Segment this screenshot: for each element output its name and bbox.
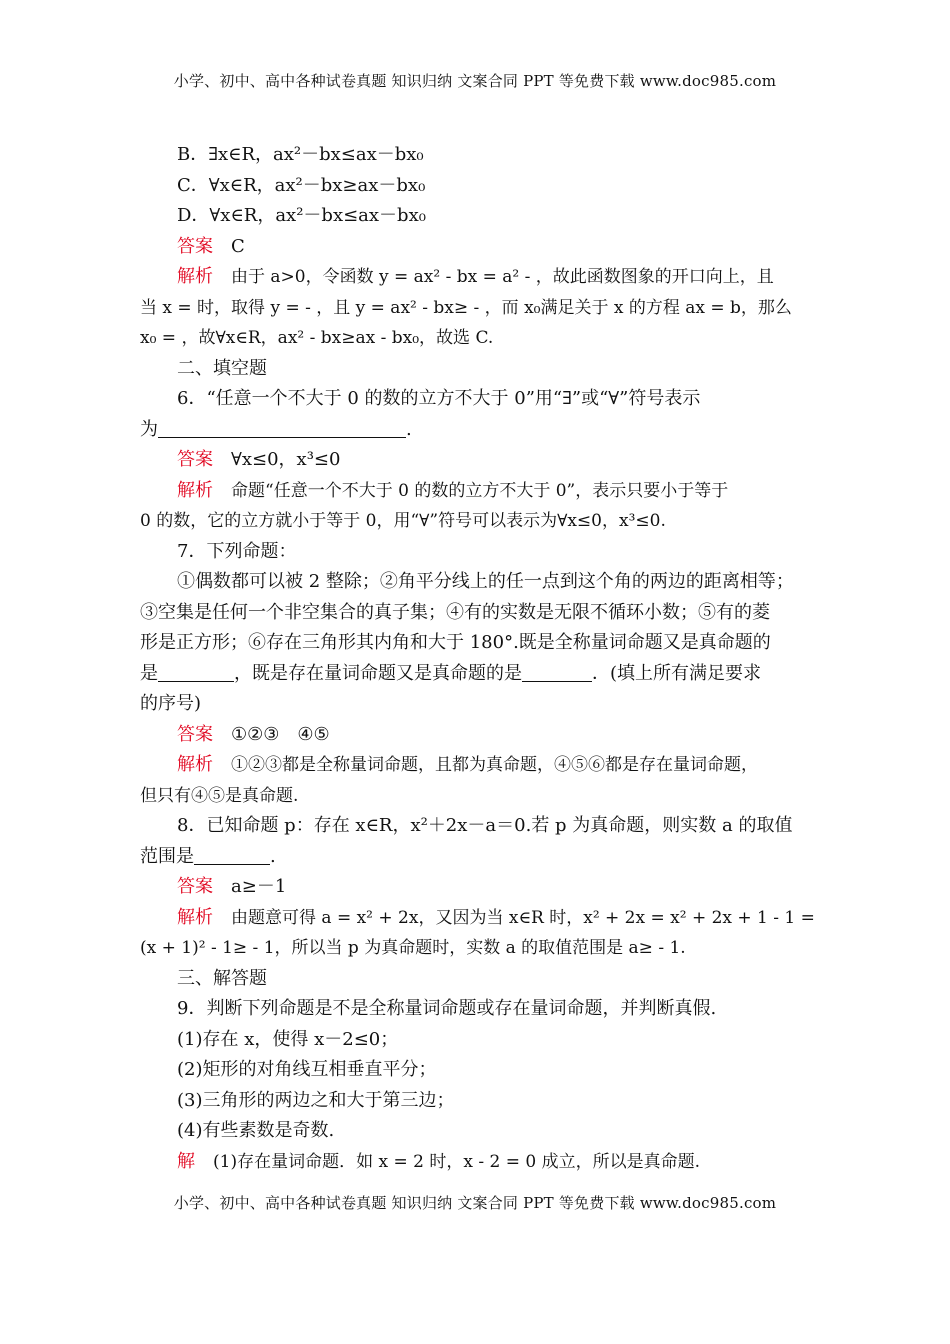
q6-stem-2 bbox=[140, 415, 818, 446]
q7-stem-2: ①偶数都可以被 2 整除；②角平分线上的任一点到这个角的两边的距离相等； bbox=[177, 571, 794, 592]
analysis-label: 解析 bbox=[177, 754, 213, 775]
analysis-label: 解析 bbox=[177, 266, 213, 287]
q9-item-3: (3)三角形的两边之和大于第三边； bbox=[177, 1089, 455, 1111]
solution-label: 解 bbox=[177, 1150, 195, 1172]
q6-answer-line bbox=[140, 445, 818, 476]
q7-blank-2[interactable] bbox=[522, 663, 592, 682]
q7-stem-5a: 是 bbox=[140, 662, 158, 684]
analysis-label: 解析 bbox=[177, 906, 213, 928]
q7-analysis-line-1 bbox=[140, 750, 818, 781]
q6-answer: ∀x≤0，x³≤0 bbox=[231, 449, 341, 470]
q7-stem-5 bbox=[140, 659, 818, 690]
q9-solution-1: (1)存在量词命题．如 x = 2 时，x - 2 = 0 成立，所以是真命题. bbox=[213, 1151, 700, 1172]
q7-stem-5b: ，既是存在量词命题又是真命题的是 bbox=[234, 662, 522, 684]
analysis-label: 解析 bbox=[177, 479, 213, 501]
option-b: B．∃x∈R，ax²－bx≤ax－bx₀ bbox=[177, 144, 424, 165]
section-short-answer: 三、解答题 bbox=[177, 967, 267, 989]
q8-analysis-1: 由题意可得 a = x² + 2x，又因为当 x∈R 时，x² + 2x = x² + 2x + 1 - 1 = bbox=[231, 907, 815, 928]
q6-stem-prefix: 为 bbox=[140, 418, 158, 440]
q5-analysis-line-1 bbox=[140, 262, 818, 293]
q5-analysis-2: 当 x = 时，取得 y = - ，且 y = ax² - bx≥ - ，而 x₀满足关于 x 的方程 ax = b，那么 bbox=[140, 297, 792, 318]
answer-label: 答案 bbox=[177, 723, 213, 745]
q7-stem-1: 7．下列命题： bbox=[177, 540, 297, 562]
q5-analysis-3: x₀ = ，故∀x∈R，ax² - bx≥ax - bx₀，故选 C. bbox=[140, 328, 494, 348]
page-content bbox=[140, 140, 818, 1177]
q9-item-1: (1)存在 x，使得 x－2≤0； bbox=[177, 1028, 399, 1050]
answer-label: 答案 bbox=[177, 449, 213, 470]
q5-answer-line bbox=[140, 232, 818, 263]
q7-analysis-2: 但只有④⑤是真命题. bbox=[140, 785, 299, 806]
q9-item-4: (4)有些素数是奇数. bbox=[177, 1120, 335, 1141]
answer-label: 答案 bbox=[177, 235, 213, 257]
q7-blank-1[interactable] bbox=[158, 663, 234, 682]
q8-analysis-2: (x + 1)² - 1≥ - 1，所以当 p 为真命题时，实数 a 的取值范围是 a≥ - 1. bbox=[140, 938, 686, 958]
q9-stem: 9．判断下列命题是不是全称量词命题或存在量词命题，并判断真假. bbox=[177, 998, 717, 1019]
q7-stem-6: 的序号) bbox=[140, 693, 202, 714]
q6-blank[interactable] bbox=[158, 419, 406, 438]
q8-stem-suffix: . bbox=[270, 845, 276, 867]
q7-stem-3: ③空集是任何一个非空集合的真子集；④有的实数是无限不循环小数；⑤有的菱 bbox=[140, 601, 770, 623]
q5-answer: C bbox=[231, 235, 245, 257]
q6-analysis-1: 命题“任意一个不大于 0 的数的立方不大于 0”，表示只要小于等于 bbox=[231, 480, 729, 501]
q8-stem-2 bbox=[140, 842, 818, 873]
q7-stem-5c: ．(填上所有满足要求 bbox=[592, 662, 762, 684]
option-c: C．∀x∈R，ax²－bx≥ax－bx₀ bbox=[177, 174, 426, 196]
page-header: 小学、初中、高中各种试卷真题 知识归纳 文案合同 PPT 等免费下载 www.doc985.com bbox=[173, 72, 777, 90]
q7-answer-line bbox=[140, 720, 818, 751]
q8-stem-prefix: 范围是 bbox=[140, 845, 194, 867]
q5-analysis-1: 由于 a>0，令函数 y = ax² - bx = a² - ，故此函数图象的开口向上，且 bbox=[231, 267, 774, 287]
q8-stem-1: 8．已知命题 p：存在 x∈R，x²＋2x－a＝0.若 p 为真命题，则实数 a 的取值 bbox=[177, 815, 793, 836]
option-d: D．∀x∈R，ax²－bx≤ax－bx₀ bbox=[177, 205, 426, 226]
q9-item-2: (2)矩形的对角线互相垂直平分； bbox=[177, 1059, 437, 1080]
q8-blank[interactable] bbox=[194, 846, 270, 865]
q7-answer: ①②③ ④⑤ bbox=[231, 723, 330, 745]
q6-analysis-2: 0 的数，它的立方就小于等于 0，用“∀”符号可以表示为∀x≤0，x³≤0. bbox=[140, 511, 666, 531]
q6-stem-suffix: . bbox=[406, 418, 412, 440]
q6-stem-1: 6．“任意一个不大于 0 的数的立方不大于 0”用“∃”或“∀”符号表示 bbox=[177, 388, 701, 409]
q8-answer: a≥－1 bbox=[231, 876, 287, 897]
q8-analysis-line-1 bbox=[140, 903, 818, 934]
q6-analysis-line-1 bbox=[140, 476, 818, 507]
q8-answer-line bbox=[140, 872, 818, 903]
q7-stem-4: 形是正方形；⑥存在三角形其内角和大于 180°.既是全称量词命题又是真命题的 bbox=[140, 632, 771, 653]
q7-analysis-1: ①②③都是全称量词命题，且都为真命题，④⑤⑥都是存在量词命题， bbox=[231, 755, 758, 775]
section-fill-in: 二、填空题 bbox=[177, 357, 267, 379]
q9-solution-line-1 bbox=[140, 1147, 818, 1178]
page-footer: 小学、初中、高中各种试卷真题 知识归纳 文案合同 PPT 等免费下载 www.doc985.com bbox=[173, 1194, 777, 1212]
answer-label: 答案 bbox=[177, 876, 213, 897]
